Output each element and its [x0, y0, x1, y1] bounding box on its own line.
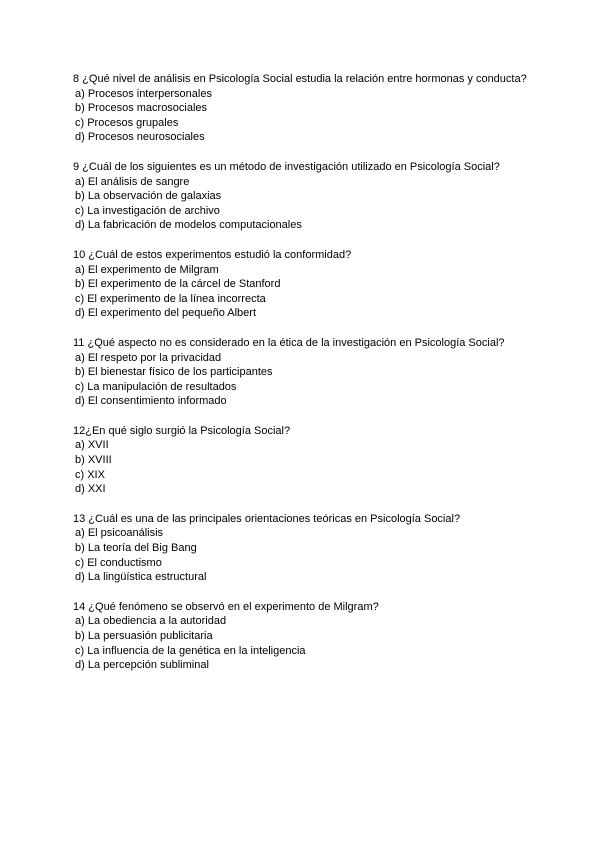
option-c: c) El experimento de la línea incorrecta — [75, 292, 266, 305]
question-text: 14 ¿Qué fenómeno se observó en el experimento de Milgram? — [73, 600, 379, 613]
option-a: a) La obediencia a la autoridad — [75, 615, 227, 628]
option-c: c) La influencia de la genética en la inteligencia — [75, 644, 306, 657]
option-d: d) El consentimiento informado — [75, 395, 227, 408]
option-a: a) XVII — [75, 439, 109, 452]
option-c: c) Procesos grupales — [75, 116, 179, 129]
option-list — [73, 351, 543, 409]
option-b: b) Procesos macrosociales — [75, 102, 208, 115]
option-b: b) XVIII — [75, 454, 112, 467]
option-d: d) XXI — [75, 483, 106, 496]
option-a: a) El respeto por la privacidad — [75, 351, 222, 364]
question-text: 11 ¿Qué aspecto no es considerado en la ética de la investigación en Psicología Social? — [73, 336, 505, 349]
option-a: a) Procesos interpersonales — [75, 87, 212, 100]
option-c: c) La investigación de archivo — [75, 204, 220, 217]
option-a: a) El psicoanálisis — [75, 527, 164, 540]
question-13 — [73, 512, 543, 585]
option-d: d) La lingüística estructural — [75, 571, 207, 584]
option-a: a) El análisis de sangre — [75, 175, 190, 188]
question-12 — [73, 424, 543, 497]
option-list — [73, 175, 543, 233]
option-d: d) El experimento del pequeño Albert — [75, 307, 257, 320]
question-11 — [73, 336, 543, 409]
option-b: b) El bienestar físico de los participantes — [75, 366, 273, 379]
question-text: 13 ¿Cuál es una de las principales orientaciones teóricas en Psicología Social? — [73, 512, 461, 525]
option-c: c) La manipulación de resultados — [75, 380, 237, 393]
question-8 — [73, 72, 543, 145]
question-text: 8 ¿Qué nivel de análisis en Psicología Social estudia la relación entre hormonas y conducta? — [73, 73, 527, 85]
question-9 — [73, 160, 543, 233]
question-text: 9 ¿Cuál de los siguientes es un método de investigación utilizado en Psicología Social? — [73, 160, 500, 173]
option-list — [73, 614, 543, 672]
option-d: d) La fabricación de modelos computacionales — [75, 219, 302, 232]
question-10 — [73, 248, 543, 321]
question-text: 12¿En qué siglo surgió la Psicología Social? — [73, 424, 291, 437]
option-d: d) Procesos neurosociales — [75, 131, 205, 144]
option-c: c) XIX — [75, 468, 105, 481]
option-b: b) La observación de galaxias — [75, 190, 222, 203]
option-d: d) La percepción subliminal — [75, 659, 209, 672]
option-list — [73, 526, 543, 584]
question-list — [73, 72, 543, 688]
option-b: b) La teoría del Big Bang — [75, 542, 197, 555]
option-b: b) La persuasión publicitaria — [75, 630, 213, 642]
option-list — [73, 438, 543, 496]
question-14 — [73, 600, 543, 673]
question-text: 10 ¿Cuál de estos experimentos estudió la conformidad? — [73, 248, 352, 261]
option-list — [73, 263, 543, 321]
option-b: b) El experimento de la cárcel de Stanford — [75, 278, 281, 291]
option-list — [73, 87, 543, 145]
option-a: a) El experimento de Milgram — [75, 263, 219, 276]
option-c: c) El conductismo — [75, 556, 162, 569]
